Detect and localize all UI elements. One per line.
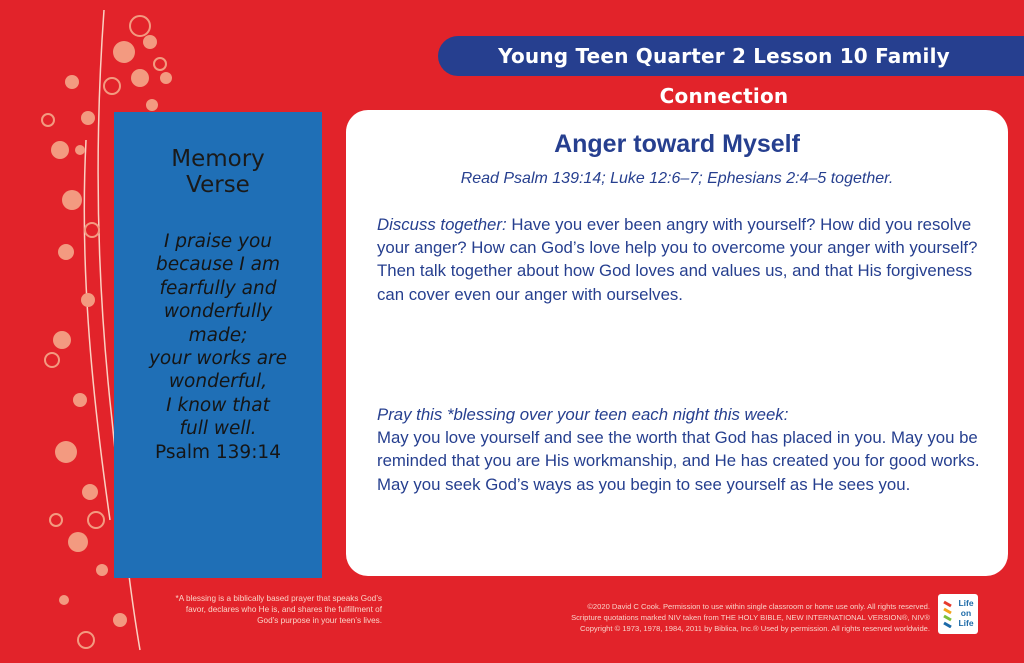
- verse-line: your works are: [148, 348, 288, 370]
- logo-word: Life: [958, 598, 974, 608]
- verse-reference: Psalm 139:14: [155, 441, 281, 463]
- header-title: Young Teen Quarter 2 Lesson 10 Family Connection: [498, 44, 950, 108]
- card-title: Anger toward Myself: [554, 130, 800, 158]
- verse-line: wonderful,: [168, 371, 268, 393]
- card-subtitle: Read Psalm 139:14; Luke 12:6–7; Ephesians 2:4–5 together.: [460, 170, 894, 187]
- verse-line: full well.: [179, 418, 257, 440]
- copyright-line: Copyright © 1973, 1978, 1984, 2011 by Biblica, Inc.® Used by permission. All rights reserved worldwide.: [580, 624, 930, 633]
- logo-stripes-icon: [942, 600, 954, 628]
- discuss-lead: Discuss together:: [377, 215, 507, 234]
- memory-verse-heading-line: Verse: [186, 172, 250, 198]
- verse-line: I know that: [166, 394, 270, 416]
- header-banner: [438, 36, 1024, 108]
- verse-line: I praise you: [163, 231, 273, 252]
- copyright-notice: [440, 601, 930, 634]
- logo-word: Life: [958, 618, 974, 628]
- verse-line: because I am: [156, 254, 280, 276]
- memory-verse-heading-line: Memory: [171, 146, 265, 172]
- discuss-text: Have you ever been angry with yourself? How did you resolve your anger? How can God’s love help you to overcome your anger with yourself? Then talk together about how God loves and values us, and that His forgiveness can cover even our anger with ourselves.: [377, 215, 978, 304]
- prayer-lead: Pray this *blessing over your teen each night this week:: [377, 405, 789, 424]
- memory-verse-heading: [114, 146, 322, 198]
- blessing-footnote: *A blessing is a biblically based prayer that speaks God’s favor, declares who He is, and shares the fulfillment of God’s purpose in your teen’s lives.: [175, 594, 382, 625]
- lesson-card: [346, 110, 1008, 576]
- memory-verse-text: [114, 230, 322, 464]
- copyright-line: Scripture quotations marked NIV taken from THE HOLY BIBLE, NEW INTERNATIONAL VERSION®, NIV®: [571, 613, 930, 622]
- prayer-paragraph: [377, 403, 989, 496]
- verse-line: wonderfully: [163, 301, 273, 323]
- verse-line: made;: [188, 324, 248, 346]
- life-on-life-logo: [938, 594, 978, 634]
- logo-word: on: [960, 608, 972, 618]
- verse-line: fearfully and: [159, 277, 277, 299]
- discuss-paragraph: [377, 213, 989, 306]
- prayer-text: May you love yourself and see the worth that God has placed in you. May you be reminded that you are His workmanship, and He has created you for good works. May you seek God’s ways as you begin to see yourself as He sees you.: [377, 428, 980, 494]
- memory-verse-panel: [114, 112, 322, 578]
- copyright-line: ©2020 David C Cook. Permission to use within single classroom or home use only. All rights reserved.: [587, 602, 930, 611]
- logo-text: [955, 598, 977, 628]
